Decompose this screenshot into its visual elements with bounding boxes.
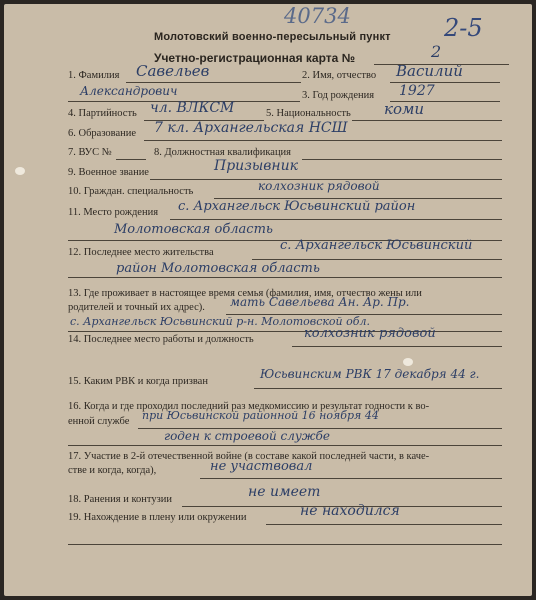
field-value: годен к строевой службе — [164, 429, 330, 443]
field-label: 8. Должностная квалификация — [154, 147, 292, 158]
field-label: 14. Последнее место работы и должность — [68, 334, 254, 345]
field-value: с. Архангельск Юсьвинский район — [178, 199, 416, 214]
field-label: 19. Нахождение в плену или окружении — [68, 512, 247, 523]
field-value: не находился — [300, 503, 400, 519]
registration-card — [4, 4, 532, 596]
field-label: 4. Партийность — [68, 108, 137, 119]
field-label: 18. Ранения и контузии — [68, 494, 172, 505]
field-value: мать Савельева Ан. Ар. Пр. — [230, 295, 410, 309]
rule — [68, 544, 502, 545]
punch-hole — [15, 167, 25, 175]
field-label: 2. Имя, отчество — [302, 70, 377, 81]
rule — [292, 346, 502, 347]
stamp-number: 40734 — [284, 4, 351, 28]
field-value: Юсьвинским РВК 17 декабря 44 г. — [260, 367, 480, 381]
field-label: 16. Когда и где проходил последний раз медкомиссию и результат годности к во- — [68, 401, 430, 412]
rule — [144, 140, 502, 141]
punch-hole — [403, 358, 413, 366]
field-value: не участвовал — [210, 459, 313, 474]
rule — [170, 219, 502, 220]
field-label: родителей и точный их адрес). — [68, 302, 205, 313]
field-label: енной службе — [68, 416, 130, 427]
field-value: Молотовская область — [114, 222, 273, 237]
field-label: 7. ВУС № — [68, 147, 112, 158]
field-label: 6. Образование — [68, 128, 137, 139]
card-title: Учетно-регистрационная карта № — [154, 51, 356, 65]
field-value: при Юсьвинской районной 16 ноября 44 — [142, 409, 379, 422]
rule — [68, 331, 502, 332]
field-value: с. Архангельск Юсьвинский — [280, 238, 473, 253]
rule — [254, 388, 502, 389]
field-label: 13. Где проживает в настоящее время семья (фамилия, имя, отчество жены или — [68, 288, 422, 299]
field-value: колхозник рядовой — [304, 326, 436, 341]
org-header: Молотовский военно-пересыльный пункт — [154, 31, 391, 43]
field-value: с. Архангельск Юсьвинский р-н. Молотовской обл. — [70, 315, 370, 328]
rule — [266, 524, 502, 525]
field-label: 11. Место рождения — [68, 207, 159, 218]
field-label: 3. Год рождения — [302, 90, 375, 101]
field-label: 12. Последнее место жительства — [68, 247, 214, 258]
field-value: чл. ВЛКСМ — [150, 100, 235, 116]
field-label: 1. Фамилия — [68, 70, 120, 81]
field-label: 9. Военное звание — [68, 167, 149, 178]
field-value: коми — [384, 100, 425, 118]
field-value: не имеет — [248, 484, 321, 500]
rule — [68, 445, 502, 446]
field-value: Василий — [396, 62, 463, 80]
field-value: 7 кл. Архангельская НСШ — [154, 120, 348, 136]
card-number: 2 — [431, 42, 442, 61]
field-value: Призывник — [214, 158, 298, 174]
field-value: колхозник рядовой — [258, 179, 380, 193]
rule — [200, 478, 502, 479]
field-label: стве и когда, когда), — [68, 465, 157, 476]
field-label: 15. Каким РВК и когда призван — [68, 376, 208, 387]
rule — [116, 159, 146, 160]
field-label: 10. Граждан. специальность — [68, 186, 194, 197]
rule — [352, 120, 502, 121]
rule — [252, 259, 502, 260]
field-value: Савельев — [136, 62, 210, 80]
field-label: 17. Участие в 2-й отечественной войне (в составе какой последней части, в каче- — [68, 451, 430, 462]
field-label: 5. Национальность — [266, 108, 351, 119]
rule — [68, 277, 502, 278]
field-value: район Молотовская область — [116, 261, 320, 276]
rule — [302, 159, 502, 160]
corner-number: 2-5 — [444, 14, 483, 42]
field-value: 1927 — [399, 83, 435, 99]
rule — [126, 82, 301, 83]
field-value: Александрович — [80, 84, 178, 98]
